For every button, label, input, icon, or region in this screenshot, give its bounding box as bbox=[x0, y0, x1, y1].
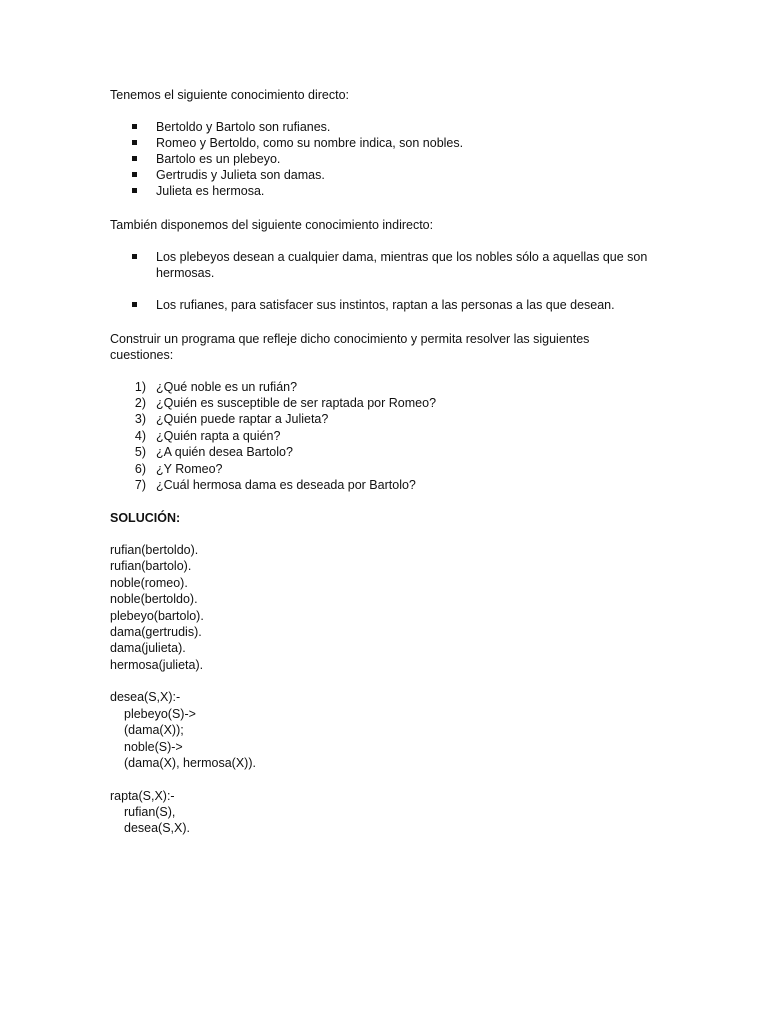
code-line: desea(S,X):- bbox=[110, 690, 181, 704]
code-line: plebeyo(S)-> bbox=[124, 707, 196, 721]
code-line: (dama(X), hermosa(X)). bbox=[124, 756, 256, 770]
code-line: (dama(X)); bbox=[124, 723, 184, 737]
question-number: 2) bbox=[134, 396, 146, 410]
question-number: 6) bbox=[134, 462, 146, 476]
code-line: dama(gertrudis). bbox=[110, 625, 202, 639]
code-line: rapta(S,X):- bbox=[110, 789, 175, 803]
code-line: hermosa(julieta). bbox=[110, 658, 204, 672]
task-text-line-1: Construir un programa que refleje dicho conocimiento y permita resolver las siguientes bbox=[110, 332, 590, 346]
question-number: 7) bbox=[134, 478, 146, 492]
code-line: plebeyo(bartolo). bbox=[110, 609, 204, 623]
question-text: ¿A quién desea Bartolo? bbox=[156, 445, 293, 459]
square-bullet-icon bbox=[132, 254, 137, 259]
question-number: 1) bbox=[134, 380, 146, 394]
question-text: ¿Y Romeo? bbox=[156, 462, 223, 476]
question-number: 4) bbox=[134, 429, 146, 443]
square-bullet-icon bbox=[132, 140, 137, 145]
task-text-line-2: cuestiones: bbox=[110, 348, 174, 362]
code-line: rufian(S), bbox=[124, 805, 176, 819]
square-bullet-icon bbox=[132, 156, 137, 161]
code-line: noble(S)-> bbox=[124, 740, 183, 754]
square-bullet-icon bbox=[132, 302, 137, 307]
intro-text: Tenemos el siguiente conocimiento directo: bbox=[110, 88, 350, 102]
code-line: rufian(bartolo). bbox=[110, 559, 192, 573]
code-line: dama(julieta). bbox=[110, 641, 186, 655]
square-bullet-icon bbox=[132, 172, 137, 177]
square-bullet-icon bbox=[132, 124, 137, 129]
question-number: 5) bbox=[134, 445, 146, 459]
question-number: 3) bbox=[134, 412, 146, 426]
indirect-intro-text: También disponemos del siguiente conocimiento indirecto: bbox=[110, 218, 434, 232]
code-line: desea(S,X). bbox=[124, 821, 191, 835]
solution-heading: SOLUCIÓN: bbox=[110, 511, 181, 525]
question-text: ¿Quién es susceptible de ser raptada por Romeo? bbox=[156, 396, 437, 410]
question-text: ¿Quién rapta a quién? bbox=[156, 429, 281, 443]
code-line: rufian(bertoldo). bbox=[110, 543, 199, 557]
square-bullet-icon bbox=[132, 188, 137, 193]
code-line: noble(bertoldo). bbox=[110, 592, 198, 606]
code-line: noble(romeo). bbox=[110, 576, 188, 590]
question-text: ¿Qué noble es un rufián? bbox=[156, 380, 298, 394]
question-text: ¿Quién puede raptar a Julieta? bbox=[156, 412, 329, 426]
document-page: Tenemos el siguiente conocimiento directo: Bertoldo y Bartolo son rufianes. Romeo y Bertoldo, como su nombre indica, son nobles. Bartolo es un plebeyo. Gertrudis y Julieta son damas. Julieta es hermosa. También disponemos del siguiente conocimiento indirecto: Los plebeyos desean a cualquier dama, mientras que los nobles sólo a aquellas que son hermosas. Los rufianes, para satisfacer sus instintos, raptan a las personas a las que desean. Construir un programa que refleje dicho conocimiento y permita resolver las siguientes cuestiones: 1) ¿Qué noble es un rufián? 2) ¿Quién es susceptible de ser raptada por Romeo? 3) ¿Quién puede raptar a Julieta? 4) ¿Quién rapta a quién? 5) ¿A quién desea Bartolo? 6) ¿Y Romeo? 7) ¿Cuál hermosa dama es deseada por Bartolo? SOLUCIÓN: rufian(bertoldo). rufian(bartolo). noble(romeo). noble(bertoldo). plebeyo(bartolo). dama(gertrudis). dama(julieta). hermosa(julieta). desea(S,X):- plebeyo(S)-> (dama(X)); noble(S)-> (dama(X), hermosa(X)). rapta(S,X):- rufian(S), desea(S,X). bbox=[0, 0, 768, 1024]
question-text: ¿Cuál hermosa dama es deseada por Bartolo? bbox=[156, 478, 416, 492]
